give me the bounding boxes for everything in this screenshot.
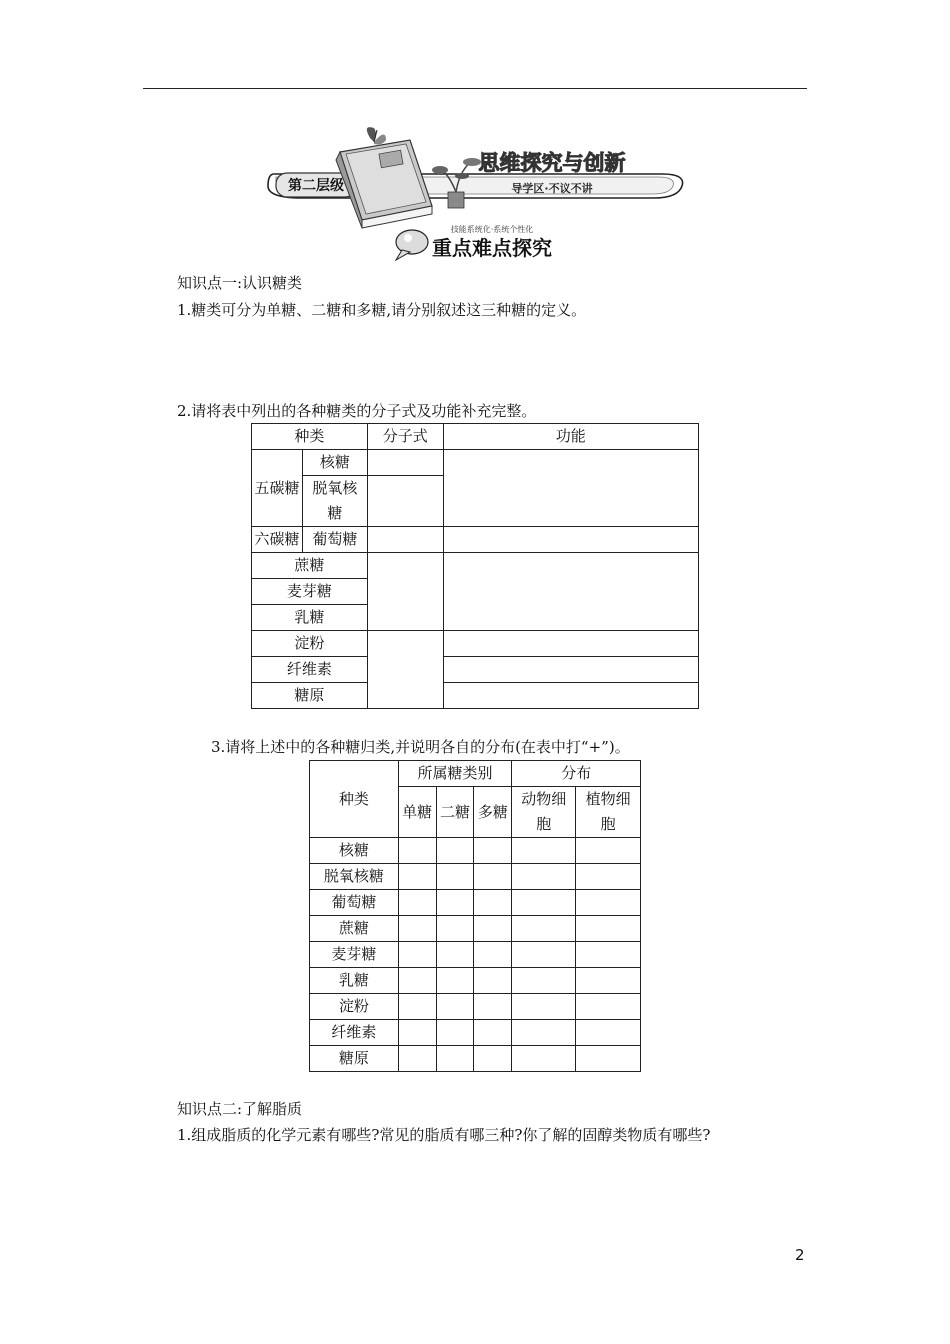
table1-cellulose: 纤维素	[252, 657, 368, 683]
table2-blank-cell[interactable]	[512, 890, 576, 916]
table1-blank-cell[interactable]	[443, 683, 698, 709]
table1-blank-cell[interactable]	[443, 527, 698, 553]
table2-row-label: 脱氧核糖	[310, 864, 399, 890]
table2-row-label: 糖原	[310, 1046, 399, 1072]
banner-level: 第二层级	[288, 178, 344, 194]
table1-glycogen: 糖原	[252, 683, 368, 709]
k1-question-1: 1.糖类可分为单糖、二糖和多糖,请分别叙述这三种糖的定义。	[177, 301, 587, 319]
k2-question-1: 1.组成脂质的化学元素有哪些?常见的脂质有哪三种?你了解的固醇类物质有哪些?	[177, 1126, 711, 1144]
sugar-formula-table	[251, 423, 699, 709]
banner-subtitle: 导学区·不议不讲	[511, 182, 593, 195]
table2-blank-cell[interactable]	[512, 1046, 576, 1072]
banner-main-title: 思维探究与创新	[478, 151, 626, 175]
table2-blank-cell[interactable]	[398, 890, 436, 916]
table1-lactose: 乳糖	[252, 605, 368, 631]
table2-header-distribution: 分布	[512, 761, 641, 787]
sugar-classification-table	[309, 760, 641, 1072]
table1-header-function: 功能	[443, 424, 698, 450]
table2-row-label: 葡萄糖	[310, 890, 399, 916]
section-banner	[262, 124, 690, 264]
table2-blank-cell[interactable]	[398, 916, 436, 942]
book-icon	[336, 140, 432, 228]
table-row	[310, 1046, 641, 1072]
table2-blank-cell[interactable]	[398, 968, 436, 994]
table2-blank-cell[interactable]	[576, 1020, 641, 1046]
table2-header-kind: 种类	[310, 761, 399, 838]
table1-ribose: 核糖	[302, 450, 367, 476]
speech-bubble-icon	[396, 230, 428, 260]
table-row	[310, 916, 641, 942]
table2-blank-cell[interactable]	[398, 1020, 436, 1046]
table2-blank-cell[interactable]	[398, 994, 436, 1020]
table2-body	[310, 838, 641, 1072]
table2-blank-cell[interactable]	[436, 864, 474, 890]
table1-sucrose: 蔗糖	[252, 553, 368, 579]
table1-blank-cell[interactable]	[367, 476, 443, 527]
table2-blank-cell[interactable]	[512, 994, 576, 1020]
table2-blank-cell[interactable]	[576, 916, 641, 942]
table1-blank-cell[interactable]	[367, 553, 443, 631]
table2-blank-cell[interactable]	[398, 864, 436, 890]
table1-blank-cell[interactable]	[367, 450, 443, 476]
table1-blank-cell[interactable]	[443, 450, 698, 527]
table2-blank-cell[interactable]	[436, 942, 474, 968]
table2-blank-cell[interactable]	[512, 916, 576, 942]
table2-blank-cell[interactable]	[436, 1046, 474, 1072]
table2-header-plant: 植物细 胞	[576, 787, 641, 838]
table2-blank-cell[interactable]	[436, 890, 474, 916]
table2-blank-cell[interactable]	[474, 942, 512, 968]
table2-row-label: 蔗糖	[310, 916, 399, 942]
top-rule	[143, 88, 807, 89]
banner-section-title: 重点难点探究	[432, 236, 552, 260]
table2-blank-cell[interactable]	[576, 890, 641, 916]
table2-blank-cell[interactable]	[436, 994, 474, 1020]
k2-heading: 知识点二:了解脂质	[177, 1100, 303, 1118]
table-row	[310, 1020, 641, 1046]
table1-starch: 淀粉	[252, 631, 368, 657]
table2-blank-cell[interactable]	[474, 994, 512, 1020]
table2-blank-cell[interactable]	[474, 916, 512, 942]
table1-header-kind: 种类	[252, 424, 368, 450]
table1-blank-cell[interactable]	[367, 631, 443, 709]
table2-row-label: 乳糖	[310, 968, 399, 994]
table2-blank-cell[interactable]	[474, 968, 512, 994]
table2-row-label: 麦芽糖	[310, 942, 399, 968]
table2-blank-cell[interactable]	[576, 994, 641, 1020]
table-row	[310, 838, 641, 864]
table2-header-di: 二糖	[436, 787, 474, 838]
table1-deoxyribose: 脱氧核 糖	[302, 476, 367, 527]
table1-six-carbon: 六碳糖	[252, 527, 303, 553]
table2-blank-cell[interactable]	[436, 968, 474, 994]
table2-row-label: 淀粉	[310, 994, 399, 1020]
table2-blank-cell[interactable]	[398, 1046, 436, 1072]
table-row	[310, 994, 641, 1020]
table1-five-carbon: 五碳糖	[252, 450, 303, 527]
table2-row-label: 纤维素	[310, 1020, 399, 1046]
table2-blank-cell[interactable]	[398, 838, 436, 864]
k1-heading: 知识点一:认识糖类	[177, 274, 303, 292]
table2-blank-cell[interactable]	[576, 968, 641, 994]
table2-header-mono: 单糖	[398, 787, 436, 838]
table2-blank-cell[interactable]	[474, 864, 512, 890]
table2-row-label: 核糖	[310, 838, 399, 864]
table1-blank-cell[interactable]	[443, 553, 698, 631]
table2-blank-cell[interactable]	[512, 968, 576, 994]
table2-blank-cell[interactable]	[474, 838, 512, 864]
table2-blank-cell[interactable]	[576, 864, 641, 890]
table2-blank-cell[interactable]	[512, 838, 576, 864]
table2-blank-cell[interactable]	[398, 942, 436, 968]
table2-blank-cell[interactable]	[474, 1020, 512, 1046]
table2-blank-cell[interactable]	[474, 1046, 512, 1072]
table-row	[310, 968, 641, 994]
table2-blank-cell[interactable]	[512, 942, 576, 968]
table1-glucose: 葡萄糖	[302, 527, 367, 553]
table2-header-category: 所属糖类别	[398, 761, 512, 787]
table-row	[310, 942, 641, 968]
table2-blank-cell[interactable]	[436, 1020, 474, 1046]
table-row	[310, 890, 641, 916]
table1-blank-cell[interactable]	[443, 657, 698, 683]
table2-blank-cell[interactable]	[474, 890, 512, 916]
banner-small-tag: 技能系统化·系统个性化	[450, 225, 534, 234]
table1-blank-cell[interactable]	[367, 527, 443, 553]
table-row	[310, 864, 641, 890]
table2-header-poly: 多糖	[474, 787, 512, 838]
table2-blank-cell[interactable]	[512, 864, 576, 890]
table2-blank-cell[interactable]	[436, 838, 474, 864]
butterfly-icon	[367, 127, 386, 144]
k1-question-2: 2.请将表中列出的各种糖类的分子式及功能补充完整。	[177, 402, 537, 420]
table1-maltose: 麦芽糖	[252, 579, 368, 605]
table2-blank-cell[interactable]	[576, 838, 641, 864]
k1-question-3: 3.请将上述中的各种糖归类,并说明各自的分布(在表中打“+”)。	[211, 738, 630, 756]
table2-blank-cell[interactable]	[576, 1046, 641, 1072]
table1-header-formula: 分子式	[367, 424, 443, 450]
table2-blank-cell[interactable]	[436, 916, 474, 942]
table1-blank-cell[interactable]	[443, 631, 698, 657]
table2-blank-cell[interactable]	[512, 1020, 576, 1046]
page-number: 2	[795, 1246, 805, 1264]
table2-header-animal: 动物细 胞	[512, 787, 576, 838]
table2-blank-cell[interactable]	[576, 942, 641, 968]
